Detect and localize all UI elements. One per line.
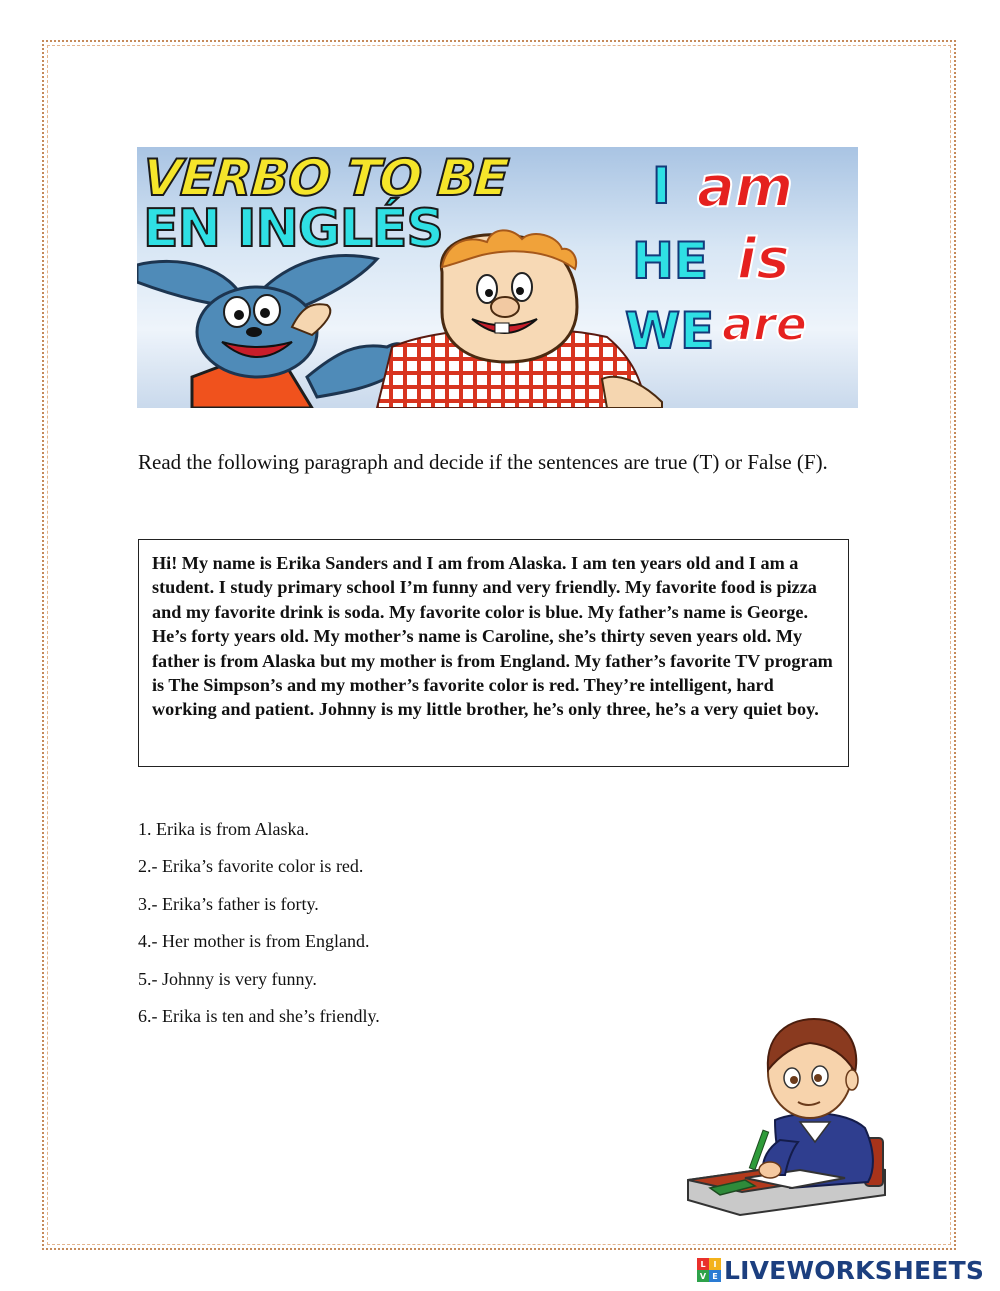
question-4: 4.- Her mother is from England. (138, 931, 370, 952)
logo-letter-i: I (709, 1258, 721, 1270)
logo-letter-l: L (697, 1258, 709, 1270)
banner-image (137, 147, 858, 408)
question-5: 5.- Johnny is very funny. (138, 968, 317, 989)
verb-is: is (737, 227, 790, 292)
pronoun-he: HE (632, 232, 709, 290)
brand-logo-icon (697, 1258, 721, 1282)
logo-letter-e: E (709, 1270, 721, 1282)
verb-are: are (722, 297, 807, 351)
brand-name: LIVEWORKSHEETS (724, 1255, 985, 1285)
pronoun-i: I (652, 157, 671, 215)
instruction-text: Read the following paragraph and decide if the sentences are true (T) or False (F). (138, 450, 828, 474)
question-3: 3.- Erika’s father is forty. (138, 893, 319, 914)
question-list (138, 816, 380, 1040)
liveworksheets-logo (697, 1255, 984, 1285)
student-boy-illustration (680, 1010, 900, 1225)
question-2: 2.- Erika’s favorite color is red. (138, 856, 364, 877)
banner-title-line1: VERBO TO BE (140, 149, 510, 207)
reading-passage-text: Hi! My name is Erika Sanders and I am from Alaska. I am ten years old and I am a student. I study primary school I’m funny and very friendly. My favorite food is pizza and my favorite drink is soda. My favorite color is blue. My father’s name is George. He’s forty years old. My mother’s name is Caroline, she’s thirty seven years old. My father is from Alaska but my mother is from England. My father’s favorite TV program is The Simpson’s and my mother’s favorite color is red. They’re intelligent, hard working and patient. Johnny is my little brother, he’s only three, he’s a very quiet boy. (152, 553, 833, 720)
question-6: 6.- Erika is ten and she’s friendly. (138, 1005, 380, 1026)
verb-am: am (697, 155, 794, 220)
banner-title-line2: EN INGLÉS (143, 199, 443, 259)
logo-letter-v: V (697, 1270, 709, 1282)
question-1: 1. Erika is from Alaska. (138, 819, 309, 839)
pronoun-we: WE (625, 302, 715, 360)
reading-passage-box (138, 539, 849, 767)
